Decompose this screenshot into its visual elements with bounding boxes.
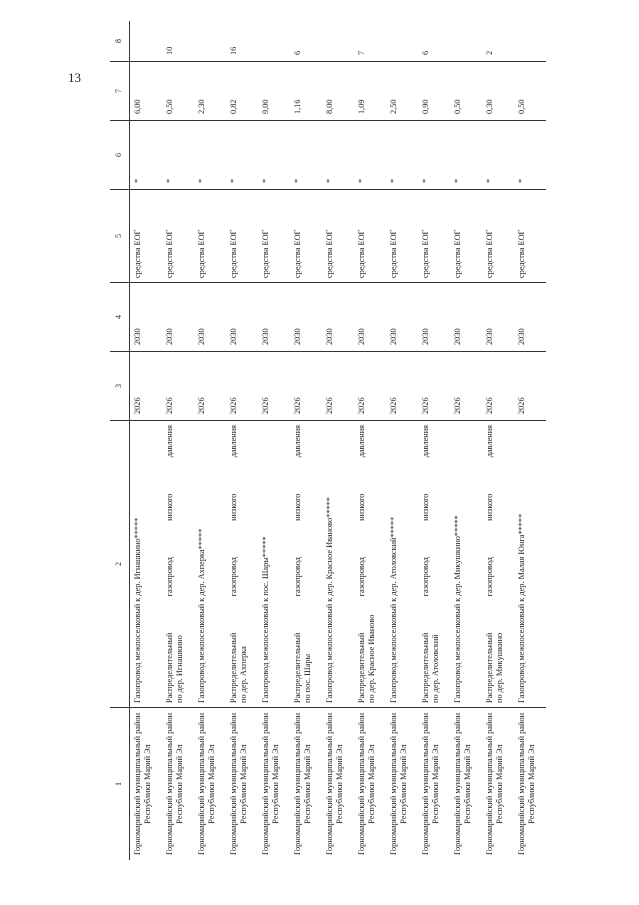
- end-year-cell: 2030: [482, 283, 514, 352]
- funding-source-cell: средства ЕОГ: [354, 190, 386, 283]
- start-year-cell: 2026: [418, 352, 450, 421]
- district-cell: Горномарийский муниципальный район Республики Марий Эл: [388, 712, 408, 856]
- col8-cell: [194, 21, 226, 62]
- start-year-cell: 2026: [226, 352, 258, 421]
- col8-cell: [386, 21, 418, 62]
- table-header-row: [110, 21, 130, 860]
- length-cell: 2,30: [194, 62, 226, 121]
- length-cell: 6,00: [130, 62, 162, 121]
- col8-cell: [450, 21, 482, 62]
- col6-cell: *: [450, 121, 482, 190]
- object-cell: [322, 421, 354, 708]
- table-row: [162, 21, 194, 860]
- object-name-line-1: [421, 425, 431, 703]
- col6-cell: *: [514, 121, 546, 190]
- object-name-line-2: по дер. Ахперка: [238, 646, 248, 703]
- funding-source-cell: средства ЕОГ: [386, 190, 418, 283]
- end-year-cell: 2030: [322, 283, 354, 352]
- end-year-cell: 2030: [386, 283, 418, 352]
- funding-source-cell: средства ЕОГ: [290, 190, 322, 283]
- funding-source-cell: средства ЕОГ: [162, 190, 194, 283]
- table-row: [194, 21, 226, 860]
- header-col-5: 5: [110, 190, 130, 283]
- object-name-line-1: [485, 425, 495, 703]
- col8-cell: 16: [226, 21, 258, 62]
- object-cell: [258, 421, 290, 708]
- col6-cell: *: [482, 121, 514, 190]
- funding-source-cell: средства ЕОГ: [226, 190, 258, 283]
- length-cell: 0,50: [514, 62, 546, 121]
- object-name-part: Распределительный газопровод низкого давления: [164, 425, 174, 703]
- district-cell: Горномарийский муниципальный район Республики Марий Эл: [260, 712, 280, 856]
- col6-cell: *: [418, 121, 450, 190]
- page-number: 13: [68, 70, 81, 85]
- length-cell: 1,16: [290, 62, 322, 121]
- object-name-line-2: по пос. Шары: [302, 653, 312, 703]
- object-name-line-2: по дер. Атоловский: [430, 634, 440, 703]
- start-year-cell: 2026: [354, 352, 386, 421]
- start-year-cell: 2026: [130, 352, 162, 421]
- length-cell: 9,00: [258, 62, 290, 121]
- end-year-cell: 2030: [226, 283, 258, 352]
- table-row: [354, 21, 386, 860]
- object-cell: [418, 421, 450, 708]
- funding-source-cell: средства ЕОГ: [418, 190, 450, 283]
- header-col-6: 6: [110, 121, 130, 190]
- object-name-line-2: по дер. Игнашкино: [174, 635, 184, 703]
- district-cell: Горномарийский муниципальный район Республики Марий Эл: [452, 712, 472, 856]
- object-name-part: Распределительный газопровод низкого давления: [484, 425, 494, 703]
- end-year-cell: 2030: [162, 283, 194, 352]
- object-name: Газопровод межпоселковый к дер. Микушкино*****: [452, 515, 462, 703]
- col8-cell: [514, 21, 546, 62]
- table-row: [418, 21, 450, 860]
- start-year-cell: 2026: [322, 352, 354, 421]
- object-cell: [514, 421, 546, 708]
- district-cell: Горномарийский муниципальный район Республики Марий Эл: [164, 712, 184, 856]
- object-cell: [162, 421, 194, 708]
- district-cell: Горномарийский муниципальный район Республики Марий Эл: [133, 712, 153, 856]
- object-name: Газопровод межпоселковый к дер. Атоловский*****: [388, 516, 398, 703]
- col6-cell: *: [226, 121, 258, 190]
- length-cell: 1,09: [354, 62, 386, 121]
- header-col-1: 1: [110, 708, 130, 861]
- object-cell: [386, 421, 418, 708]
- district-cell: Горномарийский муниципальный район Республики Марий Эл: [484, 712, 504, 856]
- object-name-line-2: по дер. Красное Иваново: [366, 614, 376, 703]
- length-cell: 0,30: [482, 62, 514, 121]
- object-name: Газопровод межпоселковый к дер. Ахперка*****: [196, 528, 206, 703]
- object-name: Газопровод межпоселковый к дер. Красное Иваново*****: [324, 497, 334, 703]
- start-year-cell: 2026: [258, 352, 290, 421]
- rotated-table-container: [110, 39, 600, 860]
- funding-source-cell: средства ЕОГ: [514, 190, 546, 283]
- length-cell: 0,50: [162, 62, 194, 121]
- object-name: Газопровод межпоселковый к дер. Игнашкино*****: [133, 517, 142, 703]
- end-year-cell: 2030: [290, 283, 322, 352]
- col8-cell: [130, 21, 162, 62]
- funding-source-cell: средства ЕОГ: [258, 190, 290, 283]
- col6-cell: *: [290, 121, 322, 190]
- object-cell: [450, 421, 482, 708]
- funding-source-cell: средства ЕОГ: [130, 190, 162, 283]
- object-cell: [290, 421, 322, 708]
- header-col-4: 4: [110, 283, 130, 352]
- length-cell: 2,50: [386, 62, 418, 121]
- district-cell: Горномарийский муниципальный район Республики Марий Эл: [228, 712, 248, 856]
- col6-cell: *: [322, 121, 354, 190]
- col6-cell: *: [194, 121, 226, 190]
- funding-source-cell: средства ЕОГ: [482, 190, 514, 283]
- object-name-part: Распределительный газопровод низкого давления: [228, 425, 238, 703]
- gas-pipeline-table: [110, 21, 546, 860]
- object-name-part: Распределительный газопровод низкого давления: [292, 425, 302, 703]
- table-row: [322, 21, 354, 860]
- length-cell: 0,82: [226, 62, 258, 121]
- object-name-line-1: [293, 425, 303, 703]
- col6-cell: *: [162, 121, 194, 190]
- col8-cell: 2: [482, 21, 514, 62]
- start-year-cell: 2026: [482, 352, 514, 421]
- end-year-cell: 2030: [354, 283, 386, 352]
- object-name-line-1: [357, 425, 367, 703]
- table-row: [258, 21, 290, 860]
- object-name: Газопровод межпоселковый к пос. Шары*****: [260, 536, 270, 703]
- start-year-cell: 2026: [450, 352, 482, 421]
- district-cell: Горномарийский муниципальный район Республики Марий Эл: [292, 712, 312, 856]
- district-cell: Горномарийский муниципальный район Республики Марий Эл: [324, 712, 344, 856]
- table-row: [290, 21, 322, 860]
- col8-cell: 6: [418, 21, 450, 62]
- district-cell: Горномарийский муниципальный район Республики Марий Эл: [196, 712, 216, 856]
- district-cell: Горномарийский муниципальный район Республики Марий Эл: [356, 712, 376, 856]
- funding-source-cell: средства ЕОГ: [450, 190, 482, 283]
- table-body: [130, 21, 546, 860]
- end-year-cell: 2030: [418, 283, 450, 352]
- object-cell: [130, 421, 162, 708]
- table-row: [226, 21, 258, 860]
- col8-cell: [322, 21, 354, 62]
- start-year-cell: 2026: [162, 352, 194, 421]
- col6-cell: *: [258, 121, 290, 190]
- start-year-cell: 2026: [290, 352, 322, 421]
- district-cell: Горномарийский муниципальный район Республики Марий Эл: [420, 712, 440, 856]
- object-cell: [354, 421, 386, 708]
- start-year-cell: 2026: [386, 352, 418, 421]
- col8-cell: 7: [354, 21, 386, 62]
- end-year-cell: 2030: [194, 283, 226, 352]
- table-row: [386, 21, 418, 860]
- object-name-line-2: по дер. Микушкино: [494, 632, 504, 703]
- col8-cell: [258, 21, 290, 62]
- district-cell: Горномарийский муниципальный район Республики Марий Эл: [516, 712, 536, 856]
- col6-cell: *: [354, 121, 386, 190]
- object-name: Газопровод межпоселковый к дер. Малая Юнга*****: [516, 513, 526, 703]
- object-cell: [226, 421, 258, 708]
- object-name-part: Распределительный газопровод низкого давления: [420, 425, 430, 703]
- col8-cell: 6: [290, 21, 322, 62]
- col6-cell: *: [386, 121, 418, 190]
- end-year-cell: 2030: [450, 283, 482, 352]
- length-cell: 0,50: [450, 62, 482, 121]
- object-cell: [482, 421, 514, 708]
- start-year-cell: 2026: [194, 352, 226, 421]
- header-col-3: 3: [110, 352, 130, 421]
- col8-cell: 10: [162, 21, 194, 62]
- funding-source-cell: средства ЕОГ: [322, 190, 354, 283]
- object-name-line-1: [165, 425, 175, 703]
- col6-cell: *: [130, 121, 162, 190]
- end-year-cell: 2030: [514, 283, 546, 352]
- end-year-cell: 2030: [130, 283, 162, 352]
- length-cell: 8,00: [322, 62, 354, 121]
- end-year-cell: 2030: [258, 283, 290, 352]
- object-cell: [194, 421, 226, 708]
- table-row: [130, 21, 162, 860]
- funding-source-cell: средства ЕОГ: [194, 190, 226, 283]
- object-name-part: Распределительный газопровод низкого давления: [356, 425, 366, 703]
- start-year-cell: 2026: [514, 352, 546, 421]
- object-name-line-1: [229, 425, 239, 703]
- header-col-7: 7: [110, 62, 130, 121]
- table-row: [514, 21, 546, 860]
- header-col-8: 8: [110, 21, 130, 62]
- table-row: [482, 21, 514, 860]
- header-col-2: 2: [110, 421, 130, 708]
- length-cell: 0,90: [418, 62, 450, 121]
- table-row: [450, 21, 482, 860]
